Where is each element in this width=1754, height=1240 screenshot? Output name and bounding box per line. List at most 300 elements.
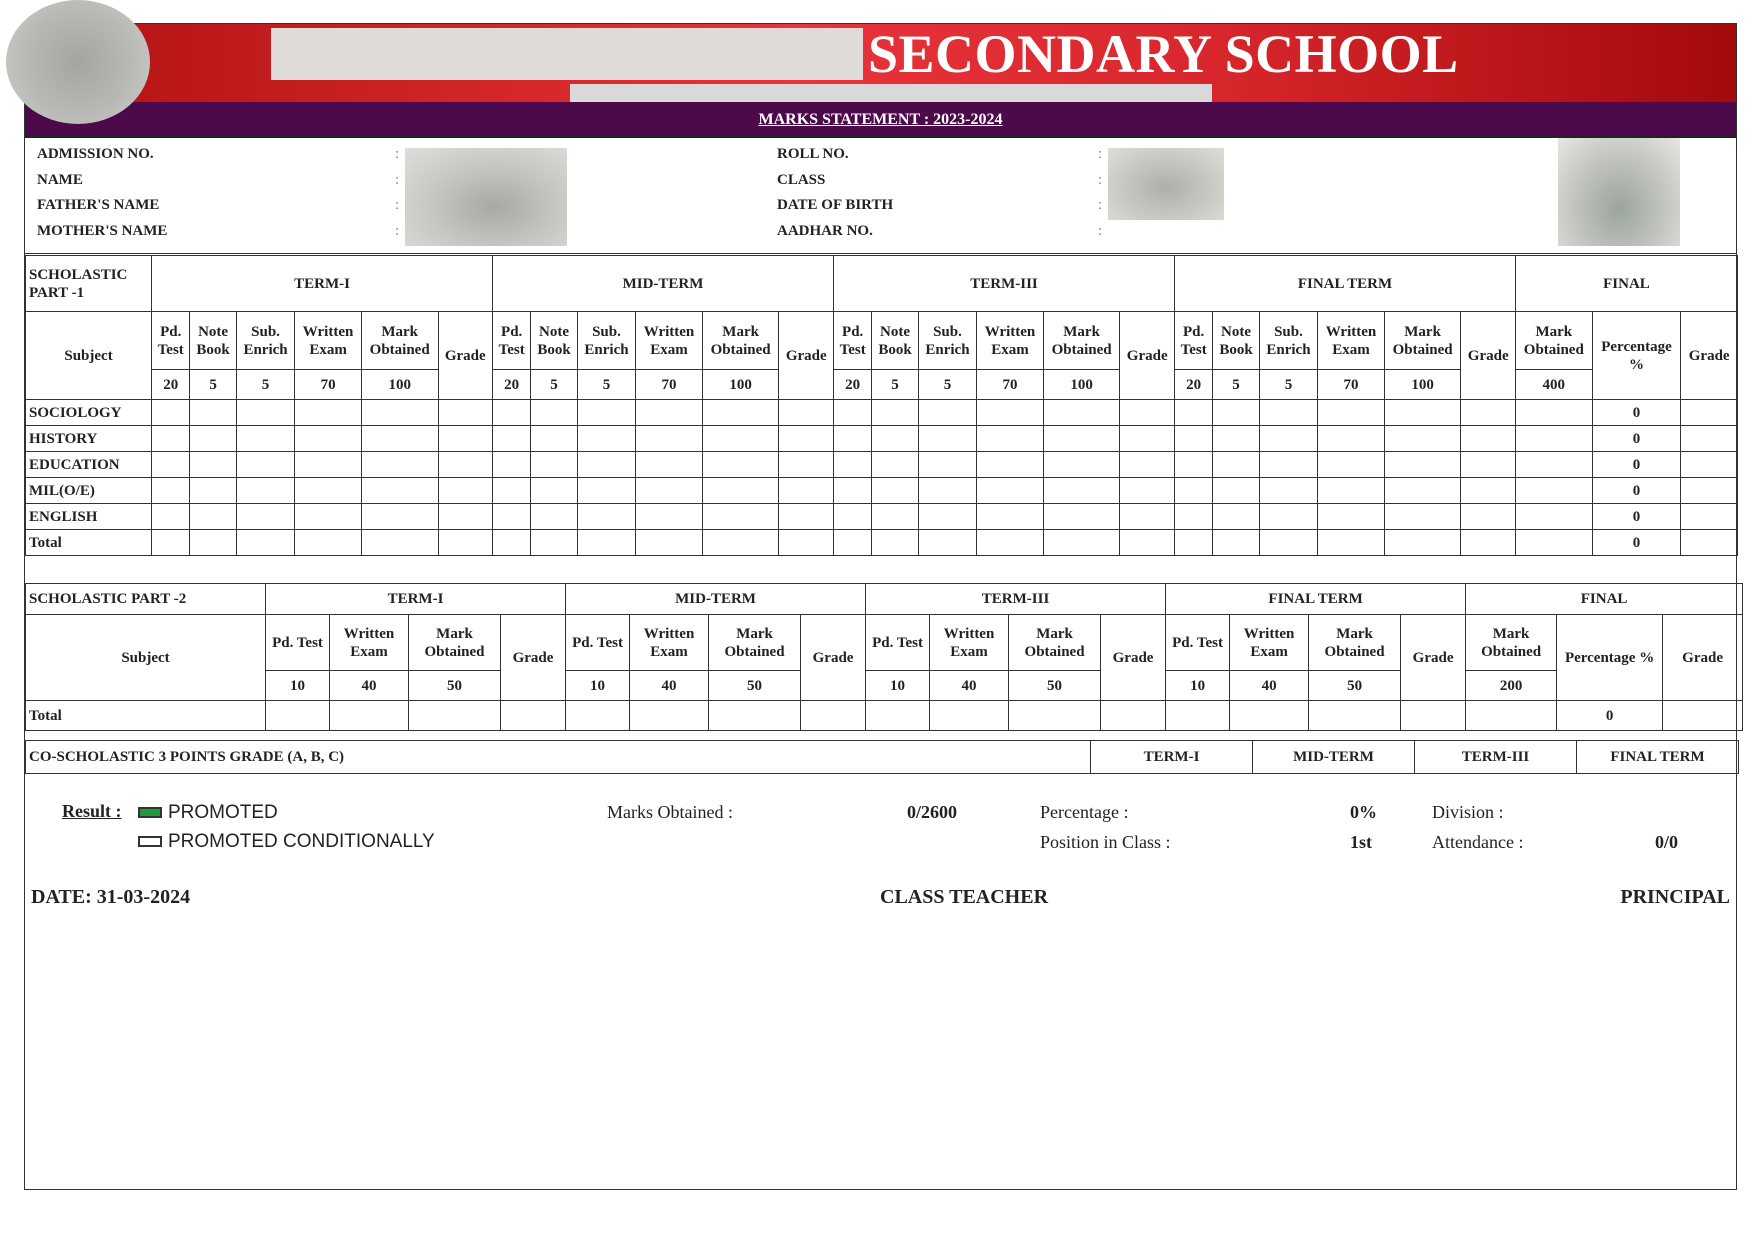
mark-cell — [438, 400, 493, 426]
mark-cell — [1515, 400, 1592, 426]
cell — [566, 701, 630, 731]
school-logo — [6, 0, 150, 124]
mark-cell — [493, 426, 531, 452]
mark-cell — [918, 530, 977, 556]
written-exam-header: Written Exam — [636, 312, 703, 370]
max-marks: 5 — [918, 370, 977, 400]
mark-cell — [1384, 478, 1461, 504]
attendance-label: Attendance : — [1432, 832, 1524, 852]
colon: : — [395, 197, 400, 213]
student-photo — [1558, 138, 1680, 246]
co-term-3: TERM-III — [1415, 741, 1577, 774]
cell — [1166, 701, 1230, 731]
mark-cell — [834, 400, 872, 426]
pd-test-header: Pd. Test — [493, 312, 531, 370]
subject-name: Total — [26, 530, 152, 556]
colon: : — [1098, 172, 1103, 188]
percentage-cell: 0 — [1592, 400, 1681, 426]
cell — [409, 701, 501, 731]
cell — [709, 701, 801, 731]
mark-cell — [702, 530, 779, 556]
max-marks: 100 — [361, 370, 438, 400]
total-percentage: 0 — [1557, 701, 1663, 731]
mark-cell — [190, 530, 236, 556]
mark-cell — [1259, 478, 1318, 504]
mark-cell — [577, 452, 636, 478]
statement-title: MARKS STATEMENT : 2023-2024 — [25, 102, 1736, 138]
mark-cell — [872, 452, 918, 478]
mark-cell — [636, 530, 703, 556]
max-marks: 5 — [1213, 370, 1259, 400]
note-book-header: Note Book — [531, 312, 577, 370]
mark-obtained-header: Mark Obtained — [1009, 615, 1101, 671]
redacted-school-address — [570, 84, 1212, 102]
mark-cell — [779, 452, 834, 478]
promoted-conditionally-option — [138, 831, 435, 853]
class-teacher-signature: CLASS TEACHER — [880, 886, 1049, 908]
percentage-cell: 0 — [1592, 478, 1681, 504]
mothers-name-label: MOTHER'S NAME — [37, 223, 168, 239]
mark-cell — [1043, 400, 1120, 426]
mark-cell — [1318, 478, 1385, 504]
written-exam-header: Written Exam — [1230, 615, 1309, 671]
marks-obtained-value: 0/2600 — [907, 802, 958, 822]
result-area — [25, 774, 1736, 1191]
mark-cell — [918, 478, 977, 504]
cell — [630, 701, 709, 731]
mark-cell — [190, 478, 236, 504]
sub-enrich-header: Sub. Enrich — [236, 312, 295, 370]
table-row — [26, 400, 1738, 426]
mark-cell — [577, 478, 636, 504]
pd-test-header: Pd. Test — [1174, 312, 1212, 370]
mark-cell — [236, 504, 295, 530]
mark-cell — [1515, 426, 1592, 452]
max-marks: 50 — [409, 671, 501, 701]
mark-cell — [1461, 530, 1516, 556]
sub-enrich-header: Sub. Enrich — [918, 312, 977, 370]
mark-cell — [190, 400, 236, 426]
max-marks: 5 — [1259, 370, 1318, 400]
cell — [1466, 701, 1557, 731]
grade-header: Grade — [501, 615, 566, 701]
max-marks: 50 — [1009, 671, 1101, 701]
mark-cell — [1043, 530, 1120, 556]
grade-header: Grade — [1101, 615, 1166, 701]
mark-cell — [636, 504, 703, 530]
fathers-name-label: FATHER'S NAME — [37, 197, 160, 213]
max-marks: 10 — [866, 671, 930, 701]
mark-cell — [779, 400, 834, 426]
written-exam-header: Written Exam — [330, 615, 409, 671]
percentage-cell: 0 — [1592, 504, 1681, 530]
max-marks: 50 — [709, 671, 801, 701]
mark-cell — [1384, 426, 1461, 452]
mark-cell — [1384, 400, 1461, 426]
final-mark-obtained-header: Mark Obtained — [1515, 312, 1592, 370]
principal-signature: PRINCIPAL — [1620, 886, 1730, 908]
part-1-term-1: TERM-I — [152, 256, 493, 312]
max-marks: 5 — [190, 370, 236, 400]
mark-cell — [152, 530, 190, 556]
mark-cell — [834, 504, 872, 530]
mark-cell — [361, 400, 438, 426]
cell — [1230, 701, 1309, 731]
mark-cell — [1043, 504, 1120, 530]
note-book-header: Note Book — [190, 312, 236, 370]
redacted-school-name — [271, 28, 863, 80]
mark-cell — [779, 530, 834, 556]
cell — [266, 701, 330, 731]
mark-cell — [1213, 478, 1259, 504]
mark-cell — [493, 504, 531, 530]
co-term-1: TERM-I — [1091, 741, 1253, 774]
mark-cell — [977, 478, 1044, 504]
mark-cell — [1259, 452, 1318, 478]
redacted-student-details — [405, 148, 567, 246]
mark-cell — [236, 478, 295, 504]
part-2-term-3: TERM-III — [866, 584, 1166, 615]
mark-cell — [872, 530, 918, 556]
promoted-checkbox — [138, 807, 162, 818]
percentage-cell: 0 — [1592, 530, 1681, 556]
part-1-title: SCHOLASTIC PART -1 — [26, 256, 152, 312]
date-of-birth-label: DATE OF BIRTH — [777, 197, 894, 213]
school-title: SECONDARY SCHOOL — [868, 24, 1459, 84]
max-marks: 100 — [1384, 370, 1461, 400]
mark-cell — [152, 452, 190, 478]
grade-header: Grade — [779, 312, 834, 400]
mark-cell — [1318, 504, 1385, 530]
pd-test-header: Pd. Test — [866, 615, 930, 671]
max-marks: 5 — [577, 370, 636, 400]
roll-no-label: ROLL NO. — [777, 146, 849, 162]
sub-enrich-header: Sub. Enrich — [577, 312, 636, 370]
final-percentage-header: Percentage % — [1592, 312, 1681, 400]
mark-cell — [1213, 426, 1259, 452]
mark-cell — [152, 426, 190, 452]
date-stamp: DATE: 31-03-2024 — [31, 886, 191, 908]
pd-test-header: Pd. Test — [152, 312, 190, 370]
percentage-cell: 0 — [1592, 426, 1681, 452]
table-row — [26, 504, 1738, 530]
colon: : — [1098, 146, 1103, 162]
mark-cell — [295, 530, 362, 556]
mark-cell — [1120, 426, 1175, 452]
final-max-marks: 200 — [1466, 671, 1557, 701]
subject-name: MIL(O/E) — [26, 478, 152, 504]
mark-cell — [1515, 478, 1592, 504]
mark-cell — [493, 478, 531, 504]
class-label: CLASS — [777, 172, 826, 188]
result-label: Result : — [62, 801, 122, 821]
final-grade-cell — [1681, 504, 1738, 530]
co-scholastic-title: CO-SCHOLASTIC 3 POINTS GRADE (A, B, C) — [26, 741, 1091, 774]
pd-test-header: Pd. Test — [266, 615, 330, 671]
mark-cell — [361, 504, 438, 530]
mark-cell — [1461, 426, 1516, 452]
mark-cell — [493, 400, 531, 426]
part-1-mid-term: MID-TERM — [493, 256, 834, 312]
mark-cell — [295, 478, 362, 504]
max-marks: 5 — [236, 370, 295, 400]
mark-cell — [918, 426, 977, 452]
promoted-conditionally-checkbox — [138, 836, 162, 847]
mark-cell — [1120, 504, 1175, 530]
percentage-cell: 0 — [1592, 452, 1681, 478]
mark-obtained-header: Mark Obtained — [709, 615, 801, 671]
mark-cell — [438, 478, 493, 504]
mark-cell — [1213, 504, 1259, 530]
student-info — [25, 138, 1736, 254]
mark-cell — [1515, 530, 1592, 556]
mark-cell — [295, 400, 362, 426]
mark-cell — [1213, 530, 1259, 556]
mark-cell — [834, 478, 872, 504]
table-row — [26, 426, 1738, 452]
mark-cell — [1174, 530, 1212, 556]
subject-name: HISTORY — [26, 426, 152, 452]
subject-header: Subject — [26, 615, 266, 701]
cell — [1009, 701, 1101, 731]
mark-cell — [295, 504, 362, 530]
subject-name: SOCIOLOGY — [26, 400, 152, 426]
note-book-header: Note Book — [872, 312, 918, 370]
max-marks: 70 — [295, 370, 362, 400]
marks-statement-sheet — [24, 23, 1737, 1190]
mark-cell — [1461, 400, 1516, 426]
mark-cell — [1259, 400, 1318, 426]
written-exam-header: Written Exam — [630, 615, 709, 671]
max-marks: 5 — [872, 370, 918, 400]
mark-cell — [702, 478, 779, 504]
mark-cell — [531, 504, 577, 530]
mark-cell — [1461, 504, 1516, 530]
name-label: NAME — [37, 172, 83, 188]
mark-cell — [361, 426, 438, 452]
co-mid-term: MID-TERM — [1253, 741, 1415, 774]
part-2-title: SCHOLASTIC PART -2 — [26, 584, 266, 615]
final-percentage-header: Percentage % — [1557, 615, 1663, 701]
part-2-final: FINAL — [1466, 584, 1743, 615]
mark-cell — [1515, 452, 1592, 478]
mark-cell — [295, 452, 362, 478]
mark-cell — [1384, 504, 1461, 530]
cell — [501, 701, 566, 731]
max-marks: 20 — [152, 370, 190, 400]
mark-cell — [577, 504, 636, 530]
pd-test-header: Pd. Test — [566, 615, 630, 671]
mark-cell — [977, 400, 1044, 426]
mark-cell — [152, 504, 190, 530]
table-row — [26, 530, 1738, 556]
colon: : — [1098, 197, 1103, 213]
mark-cell — [977, 426, 1044, 452]
grade-header: Grade — [1401, 615, 1466, 701]
mark-cell — [779, 426, 834, 452]
mark-cell — [531, 530, 577, 556]
promoted-text: PROMOTED — [168, 802, 278, 823]
mark-cell — [577, 400, 636, 426]
max-marks: 5 — [531, 370, 577, 400]
mark-cell — [1043, 452, 1120, 478]
final-grade-header: Grade — [1663, 615, 1743, 701]
mark-cell — [977, 452, 1044, 478]
cell — [1663, 701, 1743, 731]
mark-cell — [1318, 426, 1385, 452]
note-book-header: Note Book — [1213, 312, 1259, 370]
mark-cell — [438, 530, 493, 556]
mark-cell — [1515, 504, 1592, 530]
admission-no-label: ADMISSION NO. — [37, 146, 154, 162]
mark-cell — [361, 452, 438, 478]
colon: : — [395, 146, 400, 162]
mark-cell — [834, 426, 872, 452]
promoted-conditionally-text: PROMOTED CONDITIONALLY — [168, 831, 435, 852]
attendance-value: 0/0 — [1655, 832, 1679, 852]
part-1-term-3: TERM-III — [834, 256, 1175, 312]
mark-cell — [1043, 478, 1120, 504]
max-marks: 50 — [1309, 671, 1401, 701]
mark-cell — [1384, 530, 1461, 556]
final-grade-cell — [1681, 530, 1738, 556]
school-banner — [25, 24, 1736, 102]
mark-obtained-header: Mark Obtained — [702, 312, 779, 370]
mark-cell — [1318, 452, 1385, 478]
mark-cell — [493, 452, 531, 478]
mark-cell — [1174, 400, 1212, 426]
mark-cell — [977, 504, 1044, 530]
mark-cell — [1461, 478, 1516, 504]
part-1-final: FINAL — [1515, 256, 1737, 312]
mark-cell — [531, 400, 577, 426]
mark-cell — [531, 426, 577, 452]
final-grade-cell — [1681, 426, 1738, 452]
pd-test-header: Pd. Test — [834, 312, 872, 370]
mark-cell — [1174, 504, 1212, 530]
mark-cell — [834, 530, 872, 556]
mark-cell — [918, 504, 977, 530]
final-mark-obtained-header: Mark Obtained — [1466, 615, 1557, 671]
subject-name: EDUCATION — [26, 452, 152, 478]
mark-cell — [1259, 426, 1318, 452]
mark-cell — [702, 504, 779, 530]
max-marks: 40 — [1230, 671, 1309, 701]
cell — [1401, 701, 1466, 731]
mark-cell — [1384, 452, 1461, 478]
mark-cell — [872, 504, 918, 530]
scholastic-part-2-table — [25, 583, 1743, 731]
part-1-final-term: FINAL TERM — [1174, 256, 1515, 312]
mark-cell — [1259, 504, 1318, 530]
percentage-value: 0% — [1350, 802, 1377, 822]
mark-cell — [438, 426, 493, 452]
mark-cell — [636, 400, 703, 426]
mark-cell — [1259, 530, 1318, 556]
mark-cell — [1461, 452, 1516, 478]
sub-enrich-header: Sub. Enrich — [1259, 312, 1318, 370]
part-2-mid-term: MID-TERM — [566, 584, 866, 615]
mark-cell — [190, 504, 236, 530]
cell — [330, 701, 409, 731]
final-grade-cell — [1681, 400, 1738, 426]
mark-cell — [636, 478, 703, 504]
total-label: Total — [26, 701, 266, 731]
mark-cell — [1120, 530, 1175, 556]
mark-cell — [236, 400, 295, 426]
mark-cell — [702, 400, 779, 426]
subject-header: Subject — [26, 312, 152, 400]
mark-cell — [977, 530, 1044, 556]
colon: : — [1098, 223, 1103, 239]
promoted-option — [138, 802, 278, 824]
table-row — [26, 452, 1738, 478]
mark-cell — [702, 452, 779, 478]
mark-cell — [1174, 452, 1212, 478]
cell — [866, 701, 930, 731]
mark-obtained-header: Mark Obtained — [361, 312, 438, 370]
max-marks: 10 — [1166, 671, 1230, 701]
grade-header: Grade — [438, 312, 493, 400]
max-marks: 100 — [1043, 370, 1120, 400]
percentage-label: Percentage : — [1040, 802, 1129, 822]
mark-cell — [1120, 478, 1175, 504]
max-marks: 40 — [330, 671, 409, 701]
mark-cell — [361, 478, 438, 504]
max-marks: 10 — [566, 671, 630, 701]
aadhar-no-label: AADHAR NO. — [777, 223, 873, 239]
grade-header: Grade — [1461, 312, 1516, 400]
colon: : — [395, 223, 400, 239]
max-marks: 70 — [1318, 370, 1385, 400]
final-max-marks: 400 — [1515, 370, 1592, 400]
mark-cell — [636, 452, 703, 478]
final-grade-header: Grade — [1681, 312, 1738, 400]
mark-cell — [1213, 452, 1259, 478]
max-marks: 70 — [977, 370, 1044, 400]
final-grade-cell — [1681, 478, 1738, 504]
cell — [1309, 701, 1401, 731]
colon: : — [395, 172, 400, 188]
cell — [801, 701, 866, 731]
mark-cell — [152, 478, 190, 504]
part-2-final-term: FINAL TERM — [1166, 584, 1466, 615]
written-exam-header: Written Exam — [977, 312, 1044, 370]
cell — [1101, 701, 1166, 731]
max-marks: 40 — [930, 671, 1009, 701]
mark-cell — [438, 504, 493, 530]
mark-cell — [361, 530, 438, 556]
co-final-term: FINAL TERM — [1577, 741, 1739, 774]
redacted-roll-details — [1108, 148, 1224, 220]
mark-cell — [834, 452, 872, 478]
mark-cell — [872, 426, 918, 452]
max-marks: 20 — [1174, 370, 1212, 400]
mark-cell — [918, 400, 977, 426]
mark-cell — [236, 530, 295, 556]
mark-cell — [1318, 530, 1385, 556]
mark-cell — [872, 478, 918, 504]
mark-cell — [493, 530, 531, 556]
division-label: Division : — [1432, 802, 1504, 822]
mark-cell — [190, 452, 236, 478]
mark-cell — [1213, 400, 1259, 426]
mark-cell — [1318, 400, 1385, 426]
written-exam-header: Written Exam — [295, 312, 362, 370]
mark-cell — [918, 452, 977, 478]
mark-obtained-header: Mark Obtained — [409, 615, 501, 671]
grade-header: Grade — [1120, 312, 1175, 400]
